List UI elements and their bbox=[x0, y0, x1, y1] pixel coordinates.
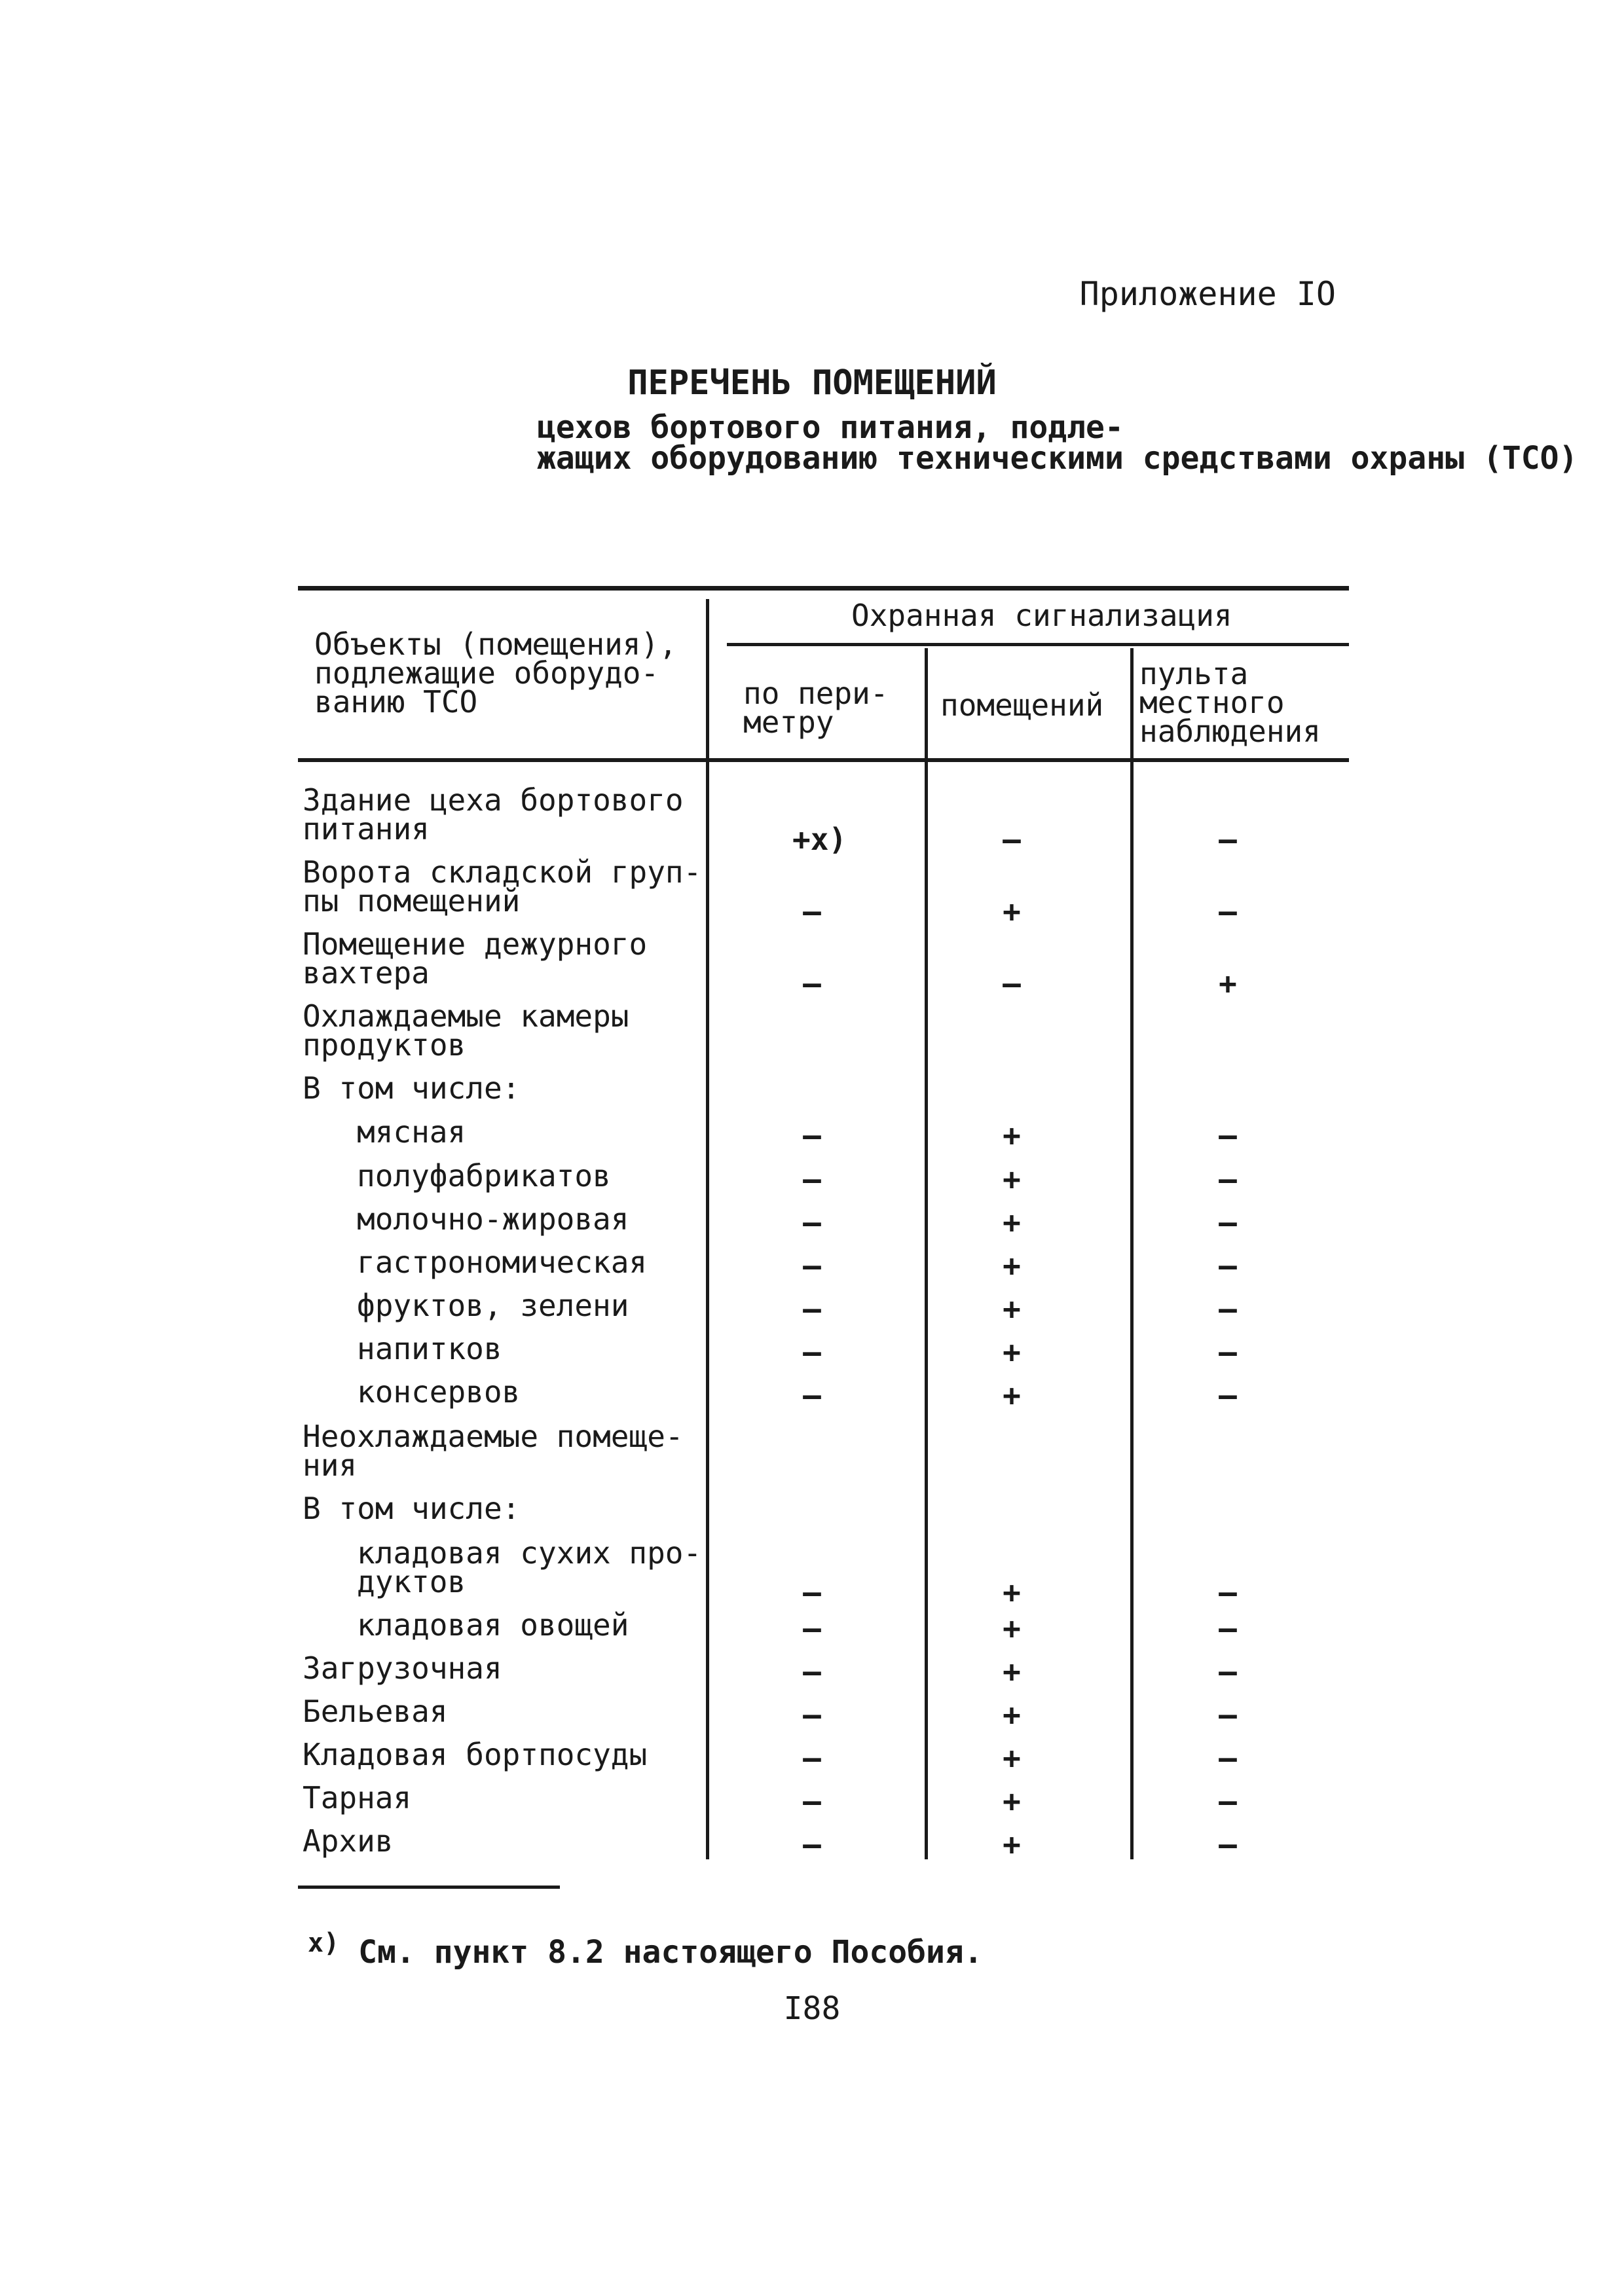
row-label: Архив bbox=[303, 1823, 394, 1859]
document-subtitle: цехов бортового питания, подле- жащих оборудованию техническими средствами охраны (ТСО) bbox=[537, 409, 1578, 477]
row-rooms-mark: – bbox=[1003, 966, 1021, 1001]
row-perimeter-mark: – bbox=[803, 1611, 821, 1646]
security-alarm-header: Охранная сигнализация bbox=[851, 598, 1232, 633]
footnote-text: См. пункт 8.2 настоящего Пособия. bbox=[358, 1934, 983, 1971]
row-rooms-mark: + bbox=[1003, 1334, 1021, 1370]
col-divider-2 bbox=[925, 648, 928, 1859]
row-perimeter-mark: – bbox=[803, 1654, 821, 1689]
row-perimeter-mark: – bbox=[803, 1783, 821, 1819]
row-label: напитков bbox=[357, 1331, 502, 1366]
row-console-mark: – bbox=[1219, 1291, 1237, 1326]
row-perimeter-mark: – bbox=[803, 1377, 821, 1413]
row-rooms-mark: + bbox=[1003, 1611, 1021, 1646]
row-console-mark: – bbox=[1219, 1118, 1237, 1153]
row-perimeter-mark: – bbox=[803, 1291, 821, 1326]
row-console-mark: – bbox=[1219, 1377, 1237, 1413]
row-label: В том числе: bbox=[303, 1491, 521, 1526]
row-label: Загрузочная bbox=[303, 1650, 502, 1686]
row-perimeter-mark: – bbox=[803, 1740, 821, 1776]
row-label: полуфабрикатов bbox=[357, 1158, 611, 1194]
footnote-rule bbox=[298, 1886, 560, 1889]
row-rooms-mark: + bbox=[1003, 1827, 1021, 1862]
row-perimeter-mark: – bbox=[803, 1697, 821, 1732]
perimeter-column-header: по пери- метру bbox=[743, 676, 889, 740]
row-rooms-mark: + bbox=[1003, 1291, 1021, 1326]
row-console-mark: – bbox=[1219, 1161, 1237, 1197]
row-perimeter-mark: – bbox=[803, 1118, 821, 1153]
row-label: гастрономическая bbox=[357, 1245, 648, 1280]
objects-column-header: Объекты (помещения), подлежащие оборудо- ванию ТСО bbox=[314, 627, 677, 720]
row-perimeter-mark: – bbox=[803, 1334, 821, 1370]
row-perimeter-mark: – bbox=[803, 1248, 821, 1283]
row-perimeter-mark: – bbox=[803, 1575, 821, 1610]
row-console-mark: – bbox=[1219, 1611, 1237, 1646]
row-perimeter-mark: – bbox=[803, 1161, 821, 1197]
row-label: кладовая овощей bbox=[357, 1607, 629, 1643]
row-label: мясная bbox=[357, 1114, 466, 1150]
row-label: Тарная bbox=[303, 1780, 412, 1815]
row-label: Помещение дежурного вахтера bbox=[303, 926, 648, 991]
row-console-mark: – bbox=[1219, 1783, 1237, 1819]
row-console-mark: – bbox=[1219, 1827, 1237, 1862]
col-divider-1 bbox=[706, 599, 709, 1859]
row-rooms-mark: + bbox=[1003, 1697, 1021, 1732]
row-label: Кладовая бортпосуды bbox=[303, 1737, 648, 1772]
row-label: консервов bbox=[357, 1374, 521, 1410]
document-title: ПЕРЕЧЕНЬ ПОМЕЩЕНИЙ bbox=[627, 363, 997, 403]
row-rooms-mark: + bbox=[1003, 1118, 1021, 1153]
row-rooms-mark: + bbox=[1003, 1377, 1021, 1413]
row-perimeter-mark: – bbox=[803, 894, 821, 929]
row-label: В том числе: bbox=[303, 1070, 521, 1106]
row-label: Здание цеха бортового питания bbox=[303, 782, 684, 847]
row-rooms-mark: + bbox=[1003, 1740, 1021, 1776]
row-rooms-mark: – bbox=[1003, 822, 1021, 857]
row-console-mark: – bbox=[1219, 1248, 1237, 1283]
row-rooms-mark: + bbox=[1003, 1575, 1021, 1610]
page-number: I88 bbox=[783, 1990, 841, 2027]
row-console-mark: – bbox=[1219, 1575, 1237, 1610]
row-perimeter-mark: – bbox=[803, 966, 821, 1001]
row-label: Ворота складской груп- пы помещений bbox=[303, 854, 702, 919]
row-console-mark: – bbox=[1219, 1205, 1237, 1240]
row-label: молочно-жировая bbox=[357, 1201, 629, 1237]
row-label: Неохлаждаемые помеще- ния bbox=[303, 1419, 684, 1483]
row-rooms-mark: + bbox=[1003, 1161, 1021, 1197]
group-header-rule bbox=[727, 643, 1349, 646]
row-console-mark: – bbox=[1219, 1334, 1237, 1370]
row-perimeter-mark: +x) bbox=[792, 822, 847, 857]
footnote bbox=[308, 1928, 983, 1971]
rooms-column-header: помещений bbox=[940, 687, 1104, 723]
row-rooms-mark: + bbox=[1003, 894, 1021, 929]
row-label: фруктов, зелени bbox=[357, 1288, 629, 1323]
footnote-marker: x) bbox=[308, 1928, 340, 1958]
row-console-mark: – bbox=[1219, 1654, 1237, 1689]
row-rooms-mark: + bbox=[1003, 1654, 1021, 1689]
row-console-mark: – bbox=[1219, 1740, 1237, 1776]
row-perimeter-mark: – bbox=[803, 1827, 821, 1862]
col-divider-3 bbox=[1130, 648, 1134, 1859]
row-rooms-mark: + bbox=[1003, 1248, 1021, 1283]
row-console-mark: – bbox=[1219, 822, 1237, 857]
row-console-mark: – bbox=[1219, 894, 1237, 929]
header-bottom-rule bbox=[298, 758, 1349, 762]
row-rooms-mark: + bbox=[1003, 1783, 1021, 1819]
row-console-mark: + bbox=[1219, 966, 1237, 1001]
row-perimeter-mark: – bbox=[803, 1205, 821, 1240]
appendix-label: Приложение IO bbox=[1079, 275, 1336, 313]
row-console-mark: – bbox=[1219, 1697, 1237, 1732]
row-label: Охлаждаемые камеры продуктов bbox=[303, 998, 629, 1063]
console-column-header: пульта местного наблюдения bbox=[1139, 656, 1321, 749]
row-label: кладовая сухих про- дуктов bbox=[357, 1535, 702, 1599]
row-label: Бельевая bbox=[303, 1694, 448, 1729]
table-top-rule bbox=[298, 586, 1349, 591]
row-rooms-mark: + bbox=[1003, 1205, 1021, 1240]
